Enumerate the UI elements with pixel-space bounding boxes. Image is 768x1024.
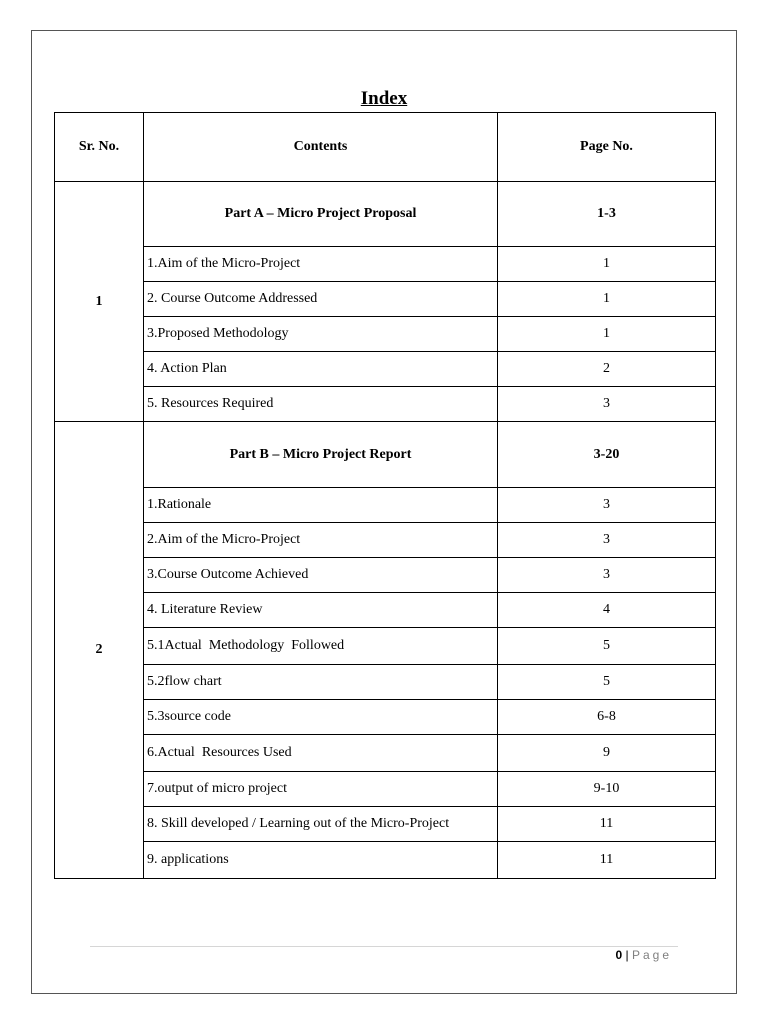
table-row <box>55 282 716 317</box>
table-row <box>55 488 716 523</box>
sr-no-cell: 1 <box>55 182 144 422</box>
item-page: 4 <box>498 593 716 628</box>
table-row <box>55 628 716 665</box>
item-page: 3 <box>498 488 716 523</box>
item-label: 5. Resources Required <box>144 387 498 422</box>
item-page: 9 <box>498 735 716 772</box>
footer-divider <box>90 946 678 947</box>
item-page: 1 <box>498 317 716 352</box>
table-row <box>55 665 716 700</box>
item-page: 1 <box>498 247 716 282</box>
item-label: 4. Action Plan <box>144 352 498 387</box>
table-row <box>55 317 716 352</box>
part-title: Part B – Micro Project Report <box>144 422 498 488</box>
item-label: 2. Course Outcome Addressed <box>144 282 498 317</box>
item-page: 5 <box>498 628 716 665</box>
item-label: 1.Aim of the Micro-Project <box>144 247 498 282</box>
page-footer <box>615 948 672 962</box>
footer-separator: | <box>625 948 629 962</box>
part-a-row <box>55 182 716 247</box>
item-label: 7.output of micro project <box>144 772 498 807</box>
table-row <box>55 387 716 422</box>
table-row <box>55 593 716 628</box>
footer-page-word: Page <box>631 948 672 962</box>
item-label: 9. applications <box>144 842 498 879</box>
part-pages: 1-3 <box>498 182 716 247</box>
item-page: 3 <box>498 523 716 558</box>
item-page: 5 <box>498 665 716 700</box>
item-label: 2.Aim of the Micro-Project <box>144 523 498 558</box>
item-page: 11 <box>498 842 716 879</box>
header-row <box>55 113 716 182</box>
table-row <box>55 807 716 842</box>
item-label: 5.3source code <box>144 700 498 735</box>
table-row <box>55 558 716 593</box>
table-row <box>55 700 716 735</box>
sr-no-cell: 2 <box>55 422 144 879</box>
table-row <box>55 352 716 387</box>
part-pages: 3-20 <box>498 422 716 488</box>
item-page: 1 <box>498 282 716 317</box>
part-b-row <box>55 422 716 488</box>
table-row <box>55 523 716 558</box>
header-page-no: Page No. <box>498 113 716 182</box>
item-label: 8. Skill developed / Learning out of the Micro-Project <box>144 807 498 842</box>
table-row <box>55 772 716 807</box>
item-label: 6.Actual Resources Used <box>144 735 498 772</box>
footer-page-number: 0 <box>615 948 623 962</box>
item-page: 11 <box>498 807 716 842</box>
table-row <box>55 247 716 282</box>
item-label: 4. Literature Review <box>144 593 498 628</box>
table-row <box>55 735 716 772</box>
header-sr-no: Sr. No. <box>55 113 144 182</box>
item-label: 3.Course Outcome Achieved <box>144 558 498 593</box>
item-label: 5.1Actual Methodology Followed <box>144 628 498 665</box>
item-page: 2 <box>498 352 716 387</box>
header-contents: Contents <box>144 113 498 182</box>
index-title: Index <box>360 88 408 109</box>
item-page: 3 <box>498 558 716 593</box>
item-label: 5.2flow chart <box>144 665 498 700</box>
item-label: 3.Proposed Methodology <box>144 317 498 352</box>
item-label: 1.Rationale <box>144 488 498 523</box>
item-page: 6-8 <box>498 700 716 735</box>
part-title: Part A – Micro Project Proposal <box>144 182 498 247</box>
index-table <box>54 112 716 879</box>
table-row <box>55 842 716 879</box>
item-page: 3 <box>498 387 716 422</box>
item-page: 9-10 <box>498 772 716 807</box>
